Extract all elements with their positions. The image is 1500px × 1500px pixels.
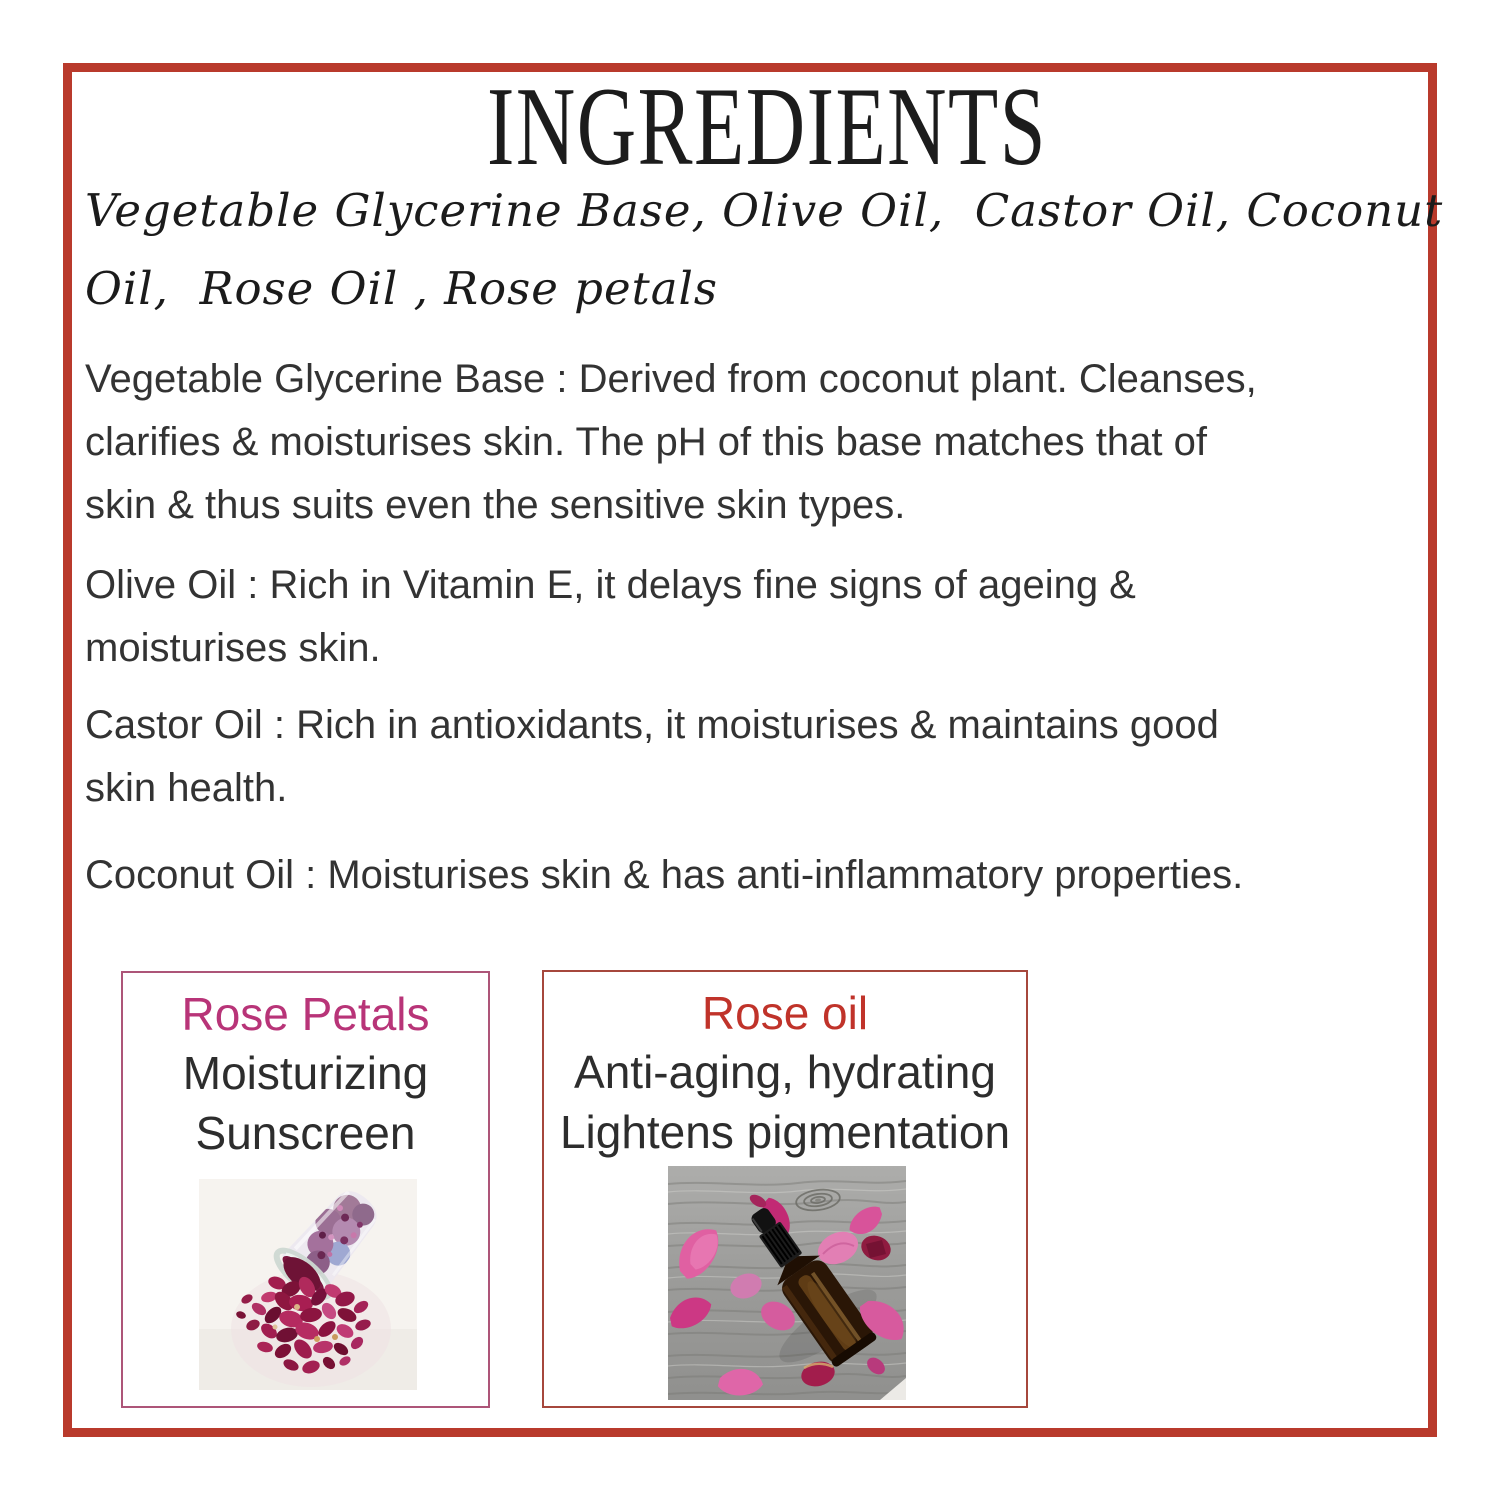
ingredients-list-line: Oil, Rose Oil , Rose petals bbox=[85, 262, 719, 315]
rose-oil-card bbox=[542, 970, 1028, 1408]
outer-frame bbox=[63, 63, 1444, 1437]
description-line: Vegetable Glycerine Base : Derived from coconut plant. Cleanses, bbox=[85, 357, 1257, 401]
description-line: skin & thus suits even the sensitive skin types. bbox=[85, 483, 906, 527]
rose-oil-photo bbox=[668, 1166, 906, 1400]
description-line: Olive Oil : Rich in Vitamin E, it delays fine signs of ageing & bbox=[85, 563, 1136, 607]
rose-petals-card bbox=[121, 971, 490, 1408]
rose-petals-photo bbox=[199, 1179, 417, 1390]
description-line: clarifies & moisturises skin. The pH of this base matches that of bbox=[85, 420, 1207, 464]
description-olive-oil bbox=[85, 554, 1136, 680]
page-title-text: INGREDIENTS bbox=[487, 65, 1047, 189]
benefit-line: Anti-aging, hydrating bbox=[574, 1046, 996, 1098]
description-line: Coconut Oil : Moisturises skin & has anti-inflammatory properties. bbox=[85, 853, 1244, 897]
description-line: Castor Oil : Rich in antioxidants, it moisturises & maintains good bbox=[85, 703, 1219, 747]
description-line: moisturises skin. bbox=[85, 626, 381, 670]
benefit-line: Sunscreen bbox=[195, 1107, 416, 1159]
description-castor-oil bbox=[85, 694, 1219, 820]
ingredients-list bbox=[85, 172, 1443, 328]
card-title: Rose Petals bbox=[181, 988, 430, 1040]
benefit-line: Lightens pigmentation bbox=[559, 1106, 1011, 1158]
ingredients-list-line: Vegetable Glycerine Base, Olive Oil, Castor Oil, Coconut bbox=[85, 184, 1444, 237]
card-title: Rose oil bbox=[701, 987, 869, 1039]
benefit-line: Moisturizing bbox=[182, 1047, 429, 1099]
description-line: skin health. bbox=[85, 766, 288, 810]
description-vegetable-glycerine-base bbox=[85, 348, 1257, 537]
description-coconut-oil bbox=[85, 844, 1243, 907]
